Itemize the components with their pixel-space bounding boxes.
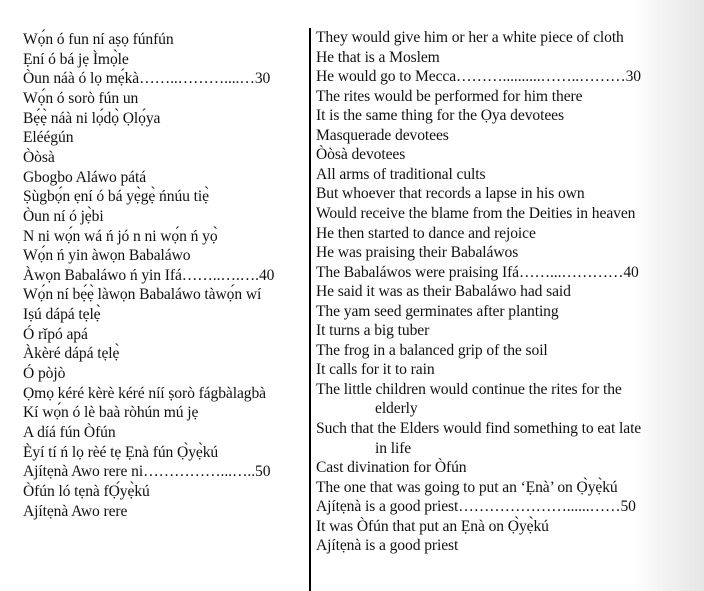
english-translation-line: Ajítẹnà is a good priest…………………......……50 (316, 498, 636, 516)
english-translation-line: He that is a Moslem (316, 48, 440, 66)
english-translation-line: The one that was going to put an ‘Ẹnà’ on Ọ̀yẹ̀kú (316, 478, 618, 496)
yoruba-verse-line: Bẹ́ẹ̀ náà ni lọ́dọ̀ Ọlọ́ya (23, 109, 161, 127)
yoruba-verse-line: Ajítẹnà Awo rere (23, 502, 128, 520)
yoruba-verse-line: Wọ́n ń yin àwọn Babaláwo (23, 247, 191, 265)
english-translation-line: He would go to Mecca………..........……..………30 (316, 68, 641, 86)
english-translation-line: But whoever that records a lapse in his own (316, 185, 585, 203)
yoruba-verse-line: Eléégún (23, 129, 74, 147)
yoruba-verse-line: Ẹní ó bá jẹ Ìmọ̀le (23, 50, 129, 68)
english-translation-line: The little children would continue the rites for the (316, 380, 622, 398)
english-translation-line: Ajítẹnà is a good priest (316, 537, 459, 555)
english-translation-line: Masquerade devotees (316, 126, 449, 144)
yoruba-verse-line: Ṣùgbọ́n ẹní ó bá yẹ̀gẹ̀ ńnúu tiẹ̀ (23, 188, 209, 206)
yoruba-verse-line: Ọmọ kéré kèrè kéré níí ṣorò fágbàlagbà (23, 384, 266, 402)
yoruba-verse-line: N ni wọ́n wá ń jó n ni wọ́n ń yọ̀ (23, 227, 218, 245)
english-translation-line: Òòsà devotees (316, 146, 406, 164)
english-translation-line: Such that the Elders would find something to eat late (316, 420, 642, 437)
english-translation-line: It was Òfún that put an Ẹnà on Ọ̀yẹ̀kú (316, 517, 549, 535)
yoruba-verse-line: Ó rǐpó apá (23, 325, 88, 343)
yoruba-verse-line: Òun ní ó jẹ̀bi (23, 207, 104, 225)
yoruba-verse-line: Èyí tí ń lọ rèé tẹ Ẹnà fún Ọ̀yẹ̀kú (23, 443, 219, 461)
yoruba-verse-line: Wọ́n ó fun ní aṣọ fúnfún (23, 31, 174, 48)
english-translation-line: It turns a big tuber (316, 322, 430, 340)
english-translation-line: They would give him or her a white piece of cloth (316, 29, 624, 46)
english-translation-line: The Babaláwos were praising Ifá……...…………40 (316, 263, 639, 281)
english-translation-line: The frog in a balanced grip of the soil (316, 341, 548, 359)
yoruba-verse-line: Wọ́n ní bẹ́ẹ̀ làwọn Babaláwo tàwọ́n wí (23, 286, 262, 304)
english-line-continuation: in life (375, 439, 412, 457)
english-translation-line: It calls for it to rain (316, 361, 435, 379)
english-translation-line: Would receive the blame from the Deities in heaven (316, 204, 636, 222)
yoruba-verse-line: Ajítẹnà Awo rere ni……………...…..50 (23, 463, 271, 481)
english-translation-line: He was praising their Babaláwos (316, 244, 519, 262)
english-translation-line: He then started to dance and rejoice (316, 224, 536, 242)
yoruba-verse-line: Iṣú dápá tẹlẹ̀ (23, 306, 101, 324)
yoruba-verse-line: Àwọn Babaláwo ń yin Ifá……..….….40 (23, 266, 275, 284)
page-edge-shadow (634, 0, 704, 591)
yoruba-verse-line: A díá fún Òfún (23, 424, 116, 441)
english-translation-line: It is the same thing for the Ọya devotees (316, 107, 564, 125)
yoruba-verse-line: Ó pòjò (23, 365, 66, 383)
yoruba-verse-line: Wọ́n ó sorò fún un (23, 89, 139, 107)
yoruba-verse-line: Àkèré dápá tẹlẹ̀ (23, 345, 120, 363)
column-divider (309, 28, 311, 591)
english-translation-line: He said it was as their Babaláwo had said (316, 283, 571, 301)
yoruba-verse-line: Gbogbo Aláwo pátá (23, 168, 147, 186)
english-translation-line: Cast divination for Òfún (316, 459, 467, 477)
english-line-continuation: elderly (375, 400, 418, 418)
yoruba-verse-line: Òfún ló tẹnà fỌ́yẹ̀kú (23, 482, 150, 500)
english-translation-line: The yam seed germinates after planting (316, 302, 559, 320)
yoruba-verse-line: Òòsà (23, 148, 55, 166)
english-translation-line: The rites would be performed for him there (316, 87, 583, 105)
yoruba-verse-line: Òun náà ó lọ mẹ́kà……..………....…30 (23, 70, 271, 88)
english-translation-line: All arms of traditional cults (316, 165, 486, 183)
yoruba-verse-line: Kí wọ́n ó lè baà ròhún mú jẹ (23, 404, 199, 422)
